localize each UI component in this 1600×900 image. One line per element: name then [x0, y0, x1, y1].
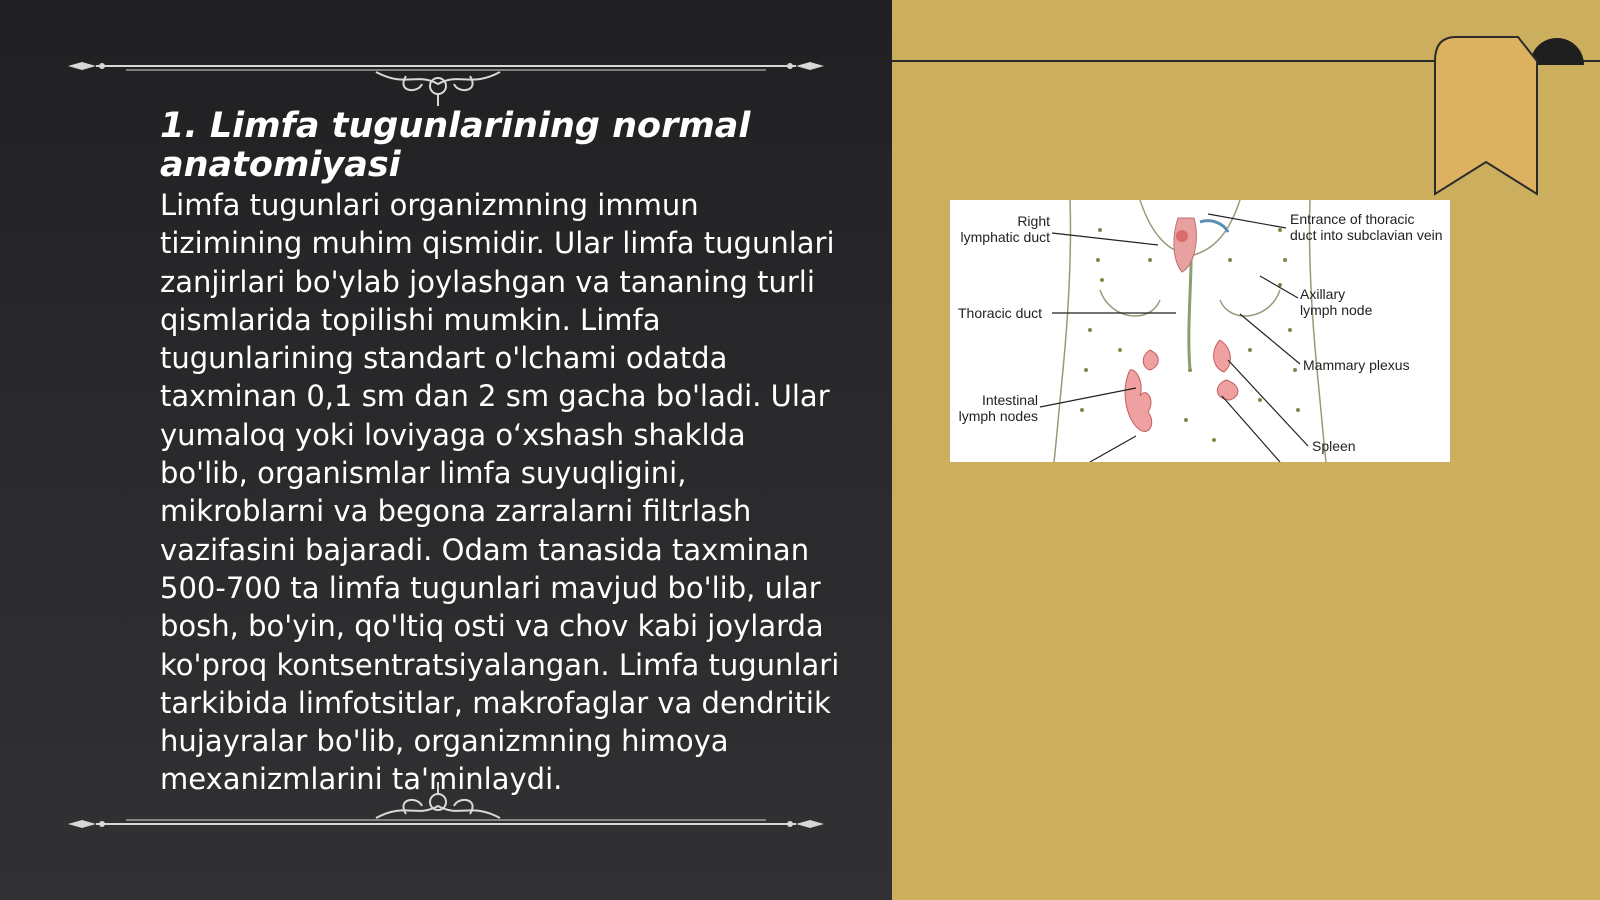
lymphatic-system-figure: [950, 200, 1450, 462]
bookmark-ribbon-icon: [1434, 36, 1538, 198]
label-intestinal-lymph-nodes: Intestinal lymph nodes: [958, 392, 1038, 424]
ornament-divider-top: [66, 58, 826, 108]
label-axillary-lymph-node: Axillary lymph node: [1300, 286, 1373, 318]
ribbon-cap-shape: [1530, 37, 1584, 65]
label-mammary-plexus: Mammary plexus: [1303, 357, 1410, 373]
label-right-lymphatic-duct: Right lymphatic duct: [960, 213, 1050, 245]
slide-body-text: Limfa tugunlari organizmning immun tizimining muhim qismidir. Ular limfa tugunlari zanjirlari bo'ylab joylashgan va tananing turli qismlarida topilishi mumkin. Limfa tugunlarining standart o'lchami odatda taxminan 0,1 sm dan 2 sm gacha bo'ladi. Ular yumaloq yoki loviyaga o‘xshash shaklda bo'lib, organismlar limfa suyuqligini, mikroblarni va begona zarralarni filtrlash vazifasini bajaradi. Odam tanasida taxminan 500-700 ta limfa tugunlari mavjud bo'lib, ular bosh, bo'yin, qo'ltiq osti va chov kabi joylarda ko'proq kontsentratsiyalangan. Limfa tugunlari tarkibida limfotsitlar, makrofaglar va dendritik hujayralar bo'lib, organizmning himoya mexanizmlarini ta'minlaydi.: [160, 188, 840, 797]
label-thoracic-duct: Thoracic duct: [958, 305, 1043, 321]
label-entrance-thoracic-duct: Entrance of thoracic duct into subclavian vein: [1290, 211, 1443, 243]
label-spleen: Spleen: [1312, 438, 1356, 454]
slide-title: 1. Limfa tugunlarining normal anatomiyasi: [160, 106, 751, 186]
